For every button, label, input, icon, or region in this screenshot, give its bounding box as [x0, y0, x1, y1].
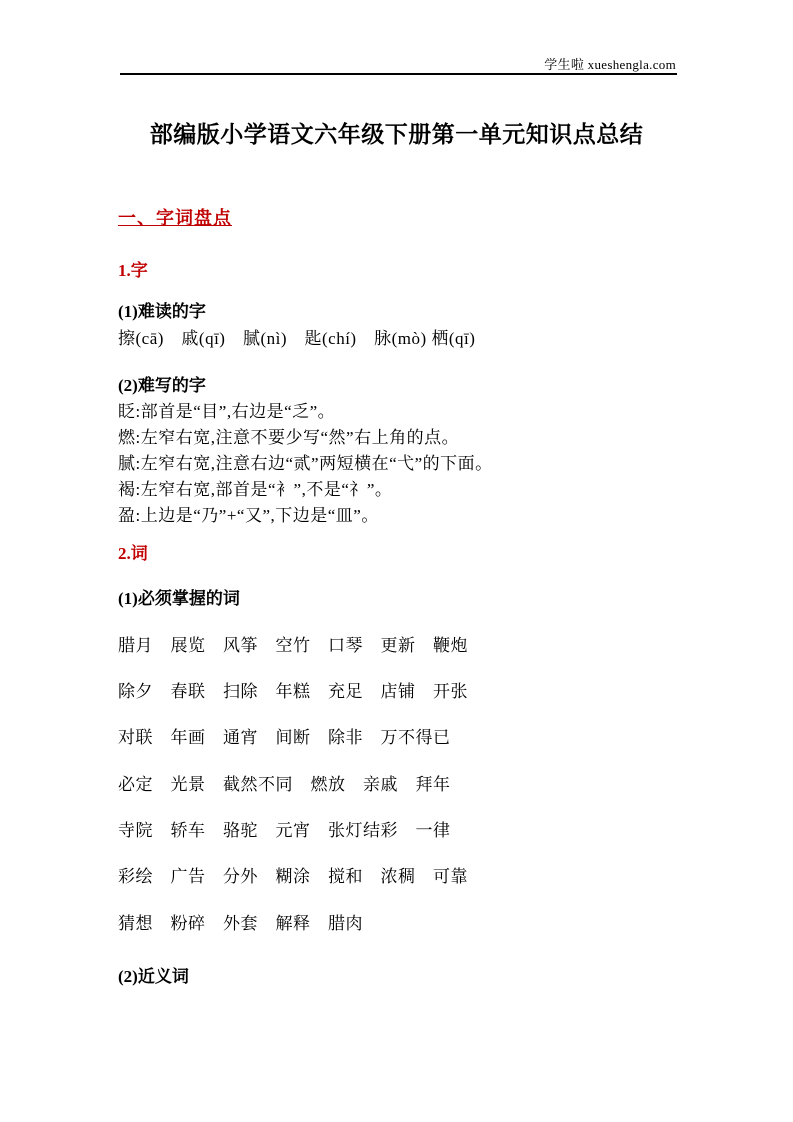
page-title: 部编版小学语文六年级下册第一单元知识点总结 — [149, 122, 644, 147]
hard-to-write-note: 褐:左窄右宽,部首是“衤”,不是“礻”。 — [118, 480, 393, 499]
header-rule — [120, 73, 677, 75]
word-list-line: 除夕 春联 扫除 年糕 充足 店铺 开张 — [118, 682, 468, 701]
label-must-master: (1)必须掌握的词 — [118, 589, 240, 608]
word-list-line: 彩绘 广告 分外 糊涂 搅和 浓稠 可靠 — [118, 867, 468, 886]
site-watermark: 学生啦 xueshengla.com — [544, 57, 676, 72]
label-hard-to-read: (1)难读的字 — [118, 302, 206, 321]
word-list-line: 腊月 展览 风筝 空竹 口琴 更新 鞭炮 — [118, 636, 468, 655]
subsection-heading-ci: 2.词 — [118, 544, 148, 563]
word-list-line: 猜想 粉碎 外套 解释 腊肉 — [118, 914, 363, 933]
word-list-line: 寺院 轿车 骆驼 元宵 张灯结彩 一律 — [118, 821, 451, 840]
subsection-heading-zi: 1.字 — [118, 261, 148, 280]
label-hard-to-write: (2)难写的字 — [118, 376, 206, 395]
hard-to-write-note: 眨:部首是“目”,右边是“乏”。 — [118, 402, 336, 421]
label-synonyms: (2)近义词 — [118, 967, 189, 986]
hard-to-write-note: 燃:左窄右宽,注意不要少写“然”右上角的点。 — [118, 428, 460, 447]
word-list-line: 对联 年画 通宵 间断 除非 万不得已 — [118, 728, 451, 747]
hard-to-write-note: 腻:左窄右宽,注意右边“贰”两短横在“弋”的下面。 — [118, 454, 493, 473]
word-list-line: 必定 光景 截然不同 燃放 亲戚 拜年 — [118, 775, 451, 794]
section-heading-words-overview: 一、字词盘点 — [118, 208, 232, 228]
hard-to-write-note: 盈:上边是“乃”+“又”,下边是“皿”。 — [118, 506, 379, 525]
hard-to-read-line: 擦(cā) 戚(qī) 腻(nì) 匙(chí) 脉(mò) 栖(qī) — [118, 329, 476, 348]
